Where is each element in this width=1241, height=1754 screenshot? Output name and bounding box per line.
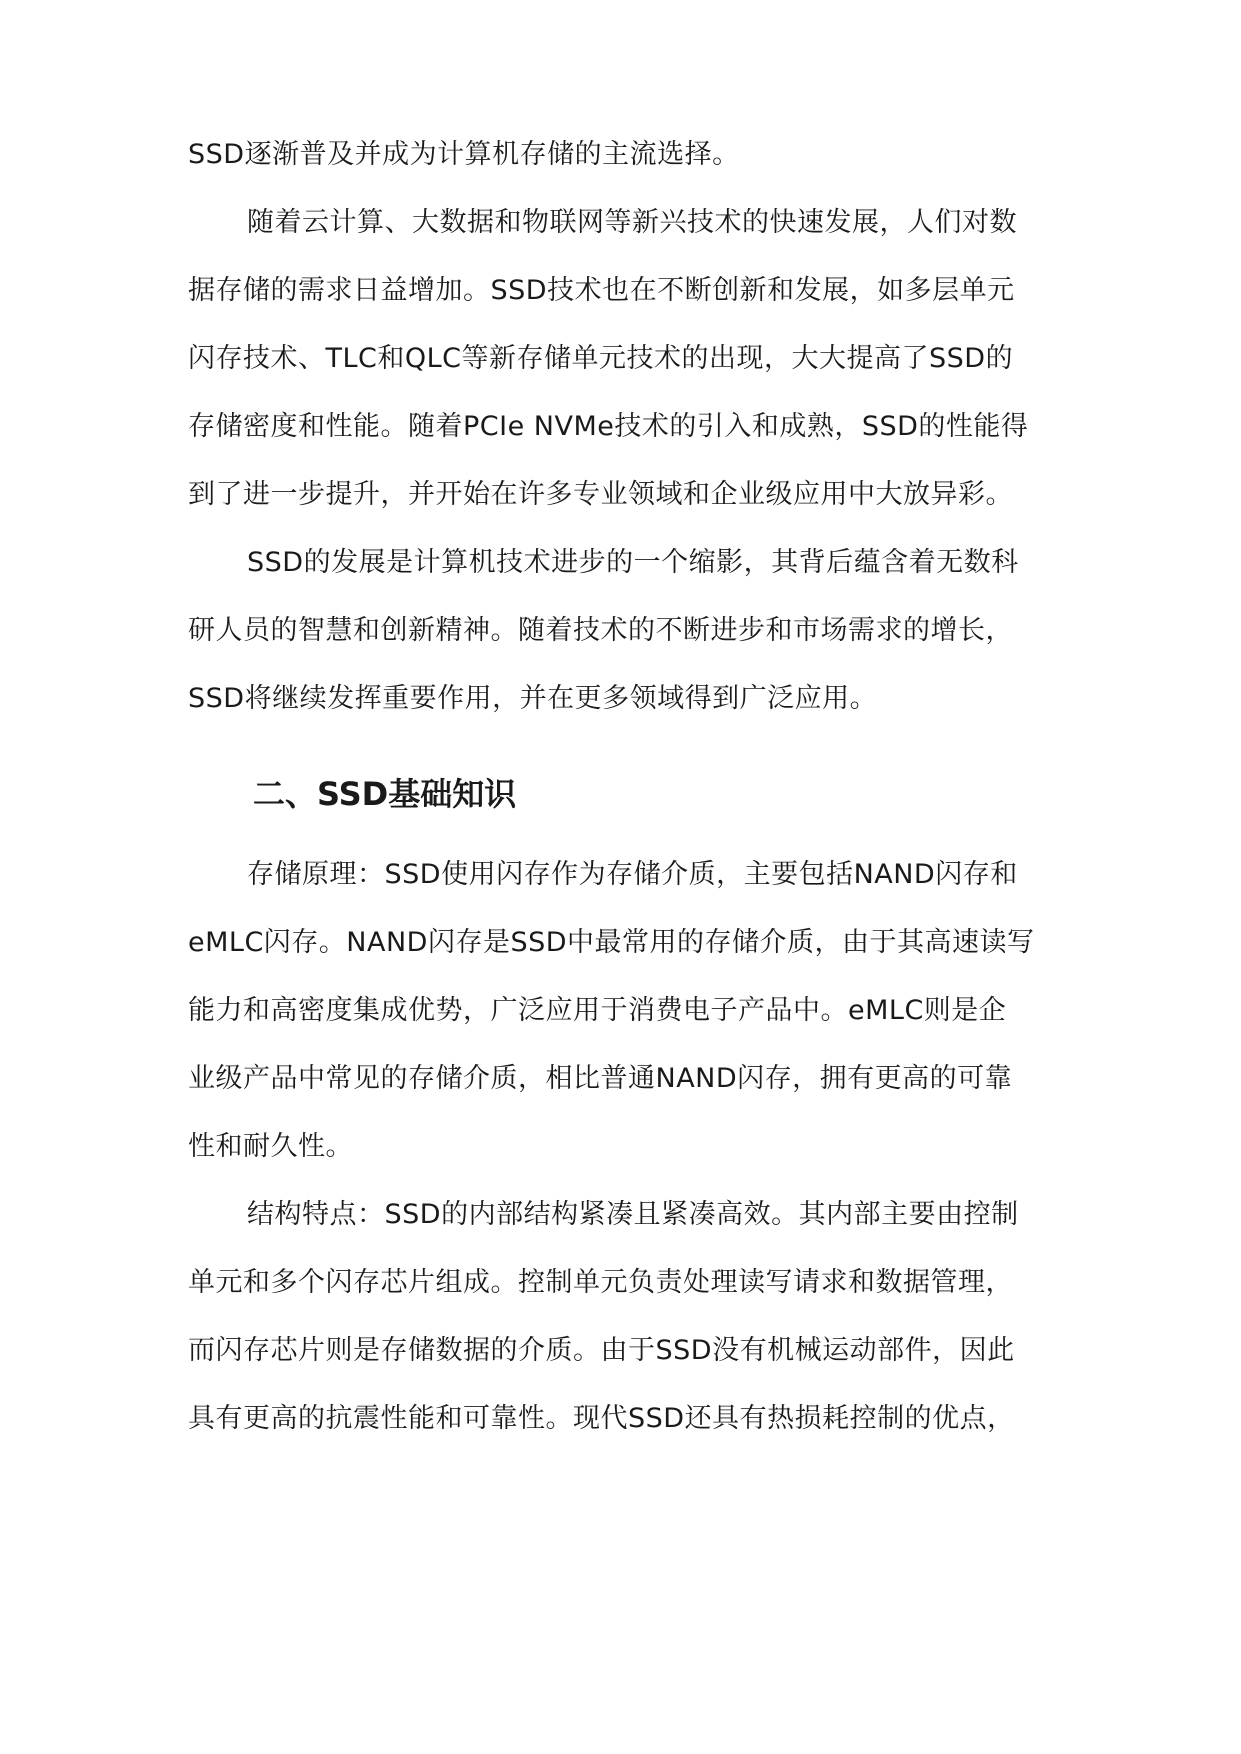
text-line: eMLC闪存。NAND闪存是SSD中最常用的存储介质，由于其高速读写 bbox=[188, 927, 1035, 958]
text-line: 到了进一步提升，并开始在许多专业领域和企业级应用中大放异彩。 bbox=[188, 479, 1013, 510]
text-line: 业级产品中常见的存储介质，相比普通NAND闪存，拥有更高的可靠 bbox=[188, 1063, 1013, 1094]
text-line: 存储密度和性能。随着PCIe NVMe技术的引入和成熟，SSD的性能得 bbox=[188, 411, 1029, 442]
text-line: SSD逐渐普及并成为计算机存储的主流选择。 bbox=[188, 139, 740, 170]
text-line: 结构特点：SSD的内部结构紧凑且紧凑高效。其内部主要由控制 bbox=[247, 1199, 1019, 1230]
text-line: 能力和高密度集成优势，广泛应用于消费电子产品中。eMLC则是企 bbox=[188, 995, 1007, 1026]
text-line: 具有更高的抗震性能和可靠性。现代SSD还具有热损耗控制的优点， bbox=[188, 1403, 1015, 1434]
text-line: 性和耐久性。 bbox=[188, 1131, 353, 1162]
text-line: 据存储的需求日益增加。SSD技术也在不断创新和发展，如多层单元 bbox=[188, 275, 1015, 306]
section-heading: 二、SSD基础知识 bbox=[253, 775, 517, 813]
text-line: 存储原理：SSD使用闪存作为存储介质，主要包括NAND闪存和 bbox=[247, 859, 1018, 890]
text-line: 研人员的智慧和创新精神。随着技术的不断进步和市场需求的增长， bbox=[188, 615, 1013, 646]
text-line: 而闪存芯片则是存储数据的介质。由于SSD没有机械运动部件，因此 bbox=[188, 1335, 1015, 1366]
text-line: 单元和多个闪存芯片组成。控制单元负责处理读写请求和数据管理， bbox=[188, 1267, 1013, 1298]
text-line: 闪存技术、TLC和QLC等新存储单元技术的出现，大大提高了SSD的 bbox=[188, 343, 1014, 374]
text-line: 随着云计算、大数据和物联网等新兴技术的快速发展，人们对数 bbox=[247, 207, 1017, 238]
text-line: SSD将继续发挥重要作用，并在更多领域得到广泛应用。 bbox=[188, 683, 878, 714]
text-line: SSD的发展是计算机技术进步的一个缩影，其背后蕴含着无数科 bbox=[247, 547, 1019, 578]
